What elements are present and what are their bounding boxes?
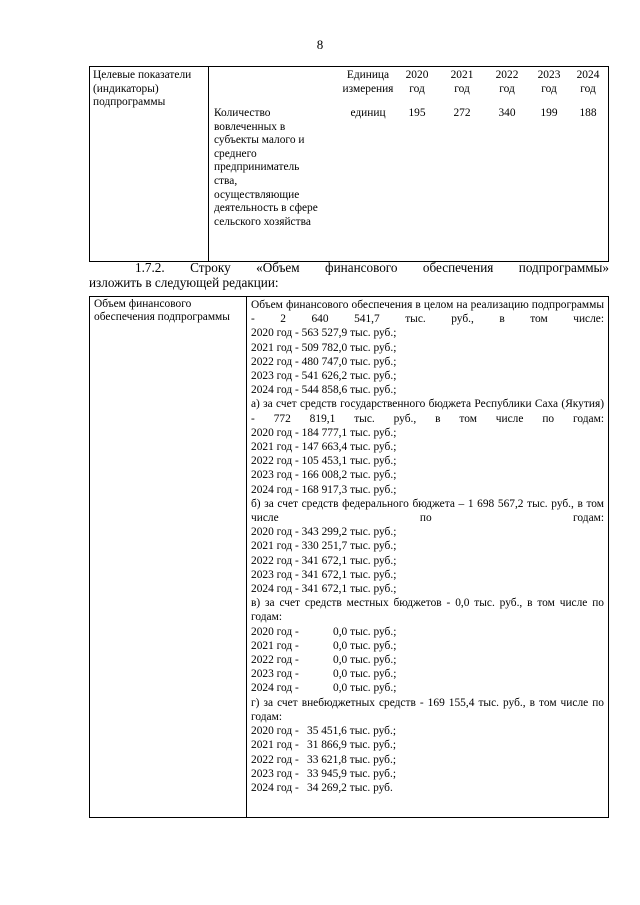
unit-header: Единица измерения	[342, 69, 394, 95]
local-amount: 0,0 тыс. руб.;	[333, 668, 397, 681]
local-amount: 0,0 тыс. руб.;	[333, 639, 397, 652]
finance-label: Объем финансового обеспечения подпрограммы	[90, 297, 247, 818]
finance-table	[89, 296, 609, 818]
year-header-2024: 2024 год	[576, 69, 600, 95]
extrabudgetary-amount: 35 451,6 тыс. руб.;	[307, 725, 396, 738]
extrabudgetary-year-line	[251, 781, 604, 795]
regional-year-line: 2021 год - 147 663,4 тыс. руб.;	[251, 441, 397, 454]
local-budget-intro: в) за счет средств местных бюджетов - 0,0 тыс. руб., в том числе по годам:	[251, 597, 604, 624]
value-2023: 199	[540, 107, 558, 119]
indicators-content	[209, 67, 609, 262]
extrabudgetary-amount: 33 621,8 тыс. руб.;	[307, 753, 396, 766]
year-header-2020: 2020 год	[405, 69, 429, 95]
local-year: 2022 год -	[251, 654, 299, 667]
federal-year-line: 2021 год - 330 251,7 тыс. руб.;	[251, 540, 397, 553]
regional-year-line: 2022 год - 105 453,1 тыс. руб.;	[251, 455, 397, 468]
extrabudgetary-amount: 34 269,2 тыс. руб.	[307, 781, 393, 794]
page-number: 8	[316, 37, 324, 52]
federal-year-line: 2024 год - 341 672,1 тыс. руб.;	[251, 583, 397, 596]
local-amount: 0,0 тыс. руб.;	[333, 654, 397, 667]
amendment-paragraph	[89, 260, 609, 290]
extrabudgetary-year-line	[251, 738, 604, 752]
extrabudgetary-year: 2023 год -	[251, 767, 299, 780]
total-year-line: 2022 год - 480 747,0 тыс. руб.;	[251, 355, 397, 368]
total-year-line: 2024 год - 544 858,6 тыс. руб.;	[251, 384, 397, 397]
paragraph-line-2: изложить в следующей редакции:	[89, 275, 279, 290]
local-year-line	[251, 653, 604, 667]
local-year-line	[251, 667, 604, 681]
extrabudgetary-year: 2022 год -	[251, 753, 299, 766]
local-year-line	[251, 639, 604, 653]
indicator-name: Количество вовлеченных в субъекты малого и среднего предприниматель ства, осуществляющие деятельность в сфере сельского хозяйства	[214, 107, 318, 228]
total-year-line: 2021 год - 509 782,0 тыс. руб.;	[251, 341, 397, 354]
value-2021: 272	[453, 107, 471, 119]
extrabudgetary-year: 2020 год -	[251, 725, 299, 738]
local-amount: 0,0 тыс. руб.;	[333, 682, 397, 695]
total-year-line: 2020 год - 563 527,9 тыс. руб.;	[251, 327, 397, 340]
finance-content	[247, 297, 609, 818]
year-header-2022: 2022 год	[495, 69, 519, 95]
regional-budget-intro: а) за счет средств государственного бюджета Республики Саха (Якутия) - 772 819,1 тыс. руб., в том числе по годам:	[251, 398, 604, 425]
federal-year-line: 2020 год - 343 299,2 тыс. руб.;	[251, 526, 397, 539]
extrabudgetary-year: 2021 год -	[251, 739, 299, 752]
local-year: 2020 год -	[251, 625, 299, 638]
indicators-label: Целевые показатели (индикаторы) подпрограммы	[90, 67, 209, 262]
year-header-2023: 2023 год	[537, 69, 561, 95]
local-year-line	[251, 681, 604, 695]
extrabudgetary-year: 2024 год -	[251, 781, 299, 794]
extrabudgetary-intro: г) за счет внебюджетных средств - 169 155,4 тыс. руб., в том числе по годам:	[251, 696, 604, 723]
local-year: 2024 год -	[251, 682, 299, 695]
federal-year-line: 2022 год - 341 672,1 тыс. руб.;	[251, 554, 397, 567]
local-year: 2023 год -	[251, 668, 299, 681]
regional-year-line: 2020 год - 184 777,1 тыс. руб.;	[251, 426, 397, 439]
regional-year-line: 2023 год - 166 008,2 тыс. руб.;	[251, 469, 397, 482]
paragraph-line-1: 1.7.2. Строку «Объем финансового обеспечения подпрограммы»	[135, 260, 609, 275]
value-2024: 188	[579, 107, 597, 119]
federal-year-line: 2023 год - 341 672,1 тыс. руб.;	[251, 568, 397, 581]
extrabudgetary-amount: 33 945,9 тыс. руб.;	[307, 767, 396, 780]
year-header-2021: 2021 год	[450, 69, 474, 95]
unit-value: единиц	[350, 107, 386, 119]
local-year: 2021 год -	[251, 639, 299, 652]
extrabudgetary-year-line	[251, 753, 604, 767]
local-year-line	[251, 625, 604, 639]
local-amount: 0,0 тыс. руб.;	[333, 625, 397, 638]
value-2022: 340	[498, 107, 516, 119]
extrabudgetary-year-line	[251, 767, 604, 781]
federal-budget-intro: б) за счет средств федерального бюджета – 1 698 567,2 тыс. руб., в том числе по годам:	[251, 497, 604, 525]
extrabudgetary-year-line	[251, 724, 604, 738]
finance-intro: Объем финансового обеспечения в целом на реализацию подпрограммы - 2 640 541,7 тыс. руб., в том числе:	[251, 299, 604, 326]
value-2020: 195	[408, 107, 426, 119]
indicators-table	[89, 66, 609, 262]
regional-year-line: 2024 год - 168 917,3 тыс. руб.;	[251, 483, 397, 496]
extrabudgetary-amount: 31 866,9 тыс. руб.;	[307, 739, 396, 752]
total-year-line: 2023 год - 541 626,2 тыс. руб.;	[251, 370, 397, 383]
